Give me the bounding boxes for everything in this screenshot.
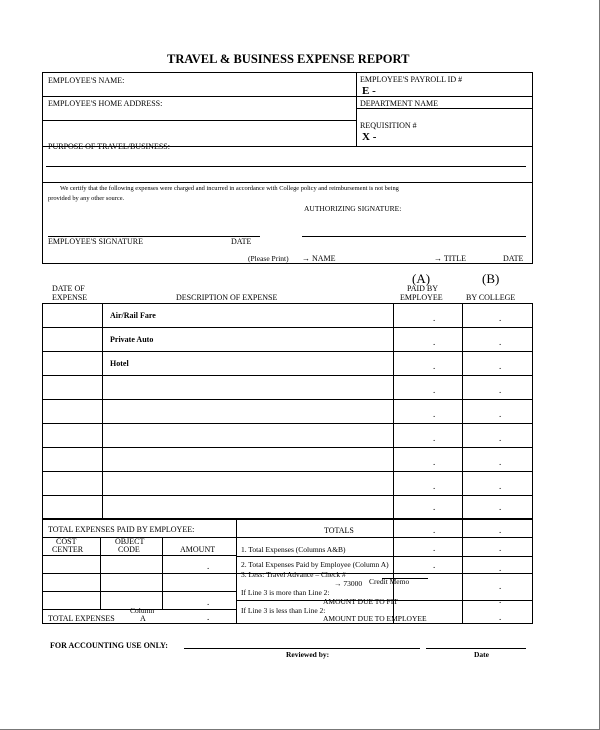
accounting-line[interactable] (184, 648, 420, 649)
date-of-label: DATE OF (52, 284, 85, 293)
amount-b-cell[interactable]: . (499, 337, 502, 347)
amount-a-cell[interactable]: . (433, 433, 436, 443)
purpose-label: PURPOSE OF TRAVEL/BUSINESS: (48, 142, 170, 151)
requisition-prefix: X - (362, 131, 377, 143)
amount-cell[interactable]: . (207, 561, 210, 571)
certify-text-1: We certify that the following expenses were charged and incurred in accordance with College policy and reimbursement is not being (60, 185, 399, 192)
column-label: Column (130, 606, 155, 615)
totals-label: TOTALS (324, 526, 354, 535)
amount-due-fit-label: AMOUNT DUE TO FIT (323, 597, 398, 606)
amount-a-cell[interactable]: . (433, 502, 436, 512)
title-label: → TITLE (434, 254, 467, 263)
if-less-label: If Line 3 is less than Line 2: (241, 606, 326, 615)
accounting-date-label: Date (474, 650, 489, 659)
paid-by-label: PAID BY (407, 284, 439, 293)
check-number: → 73000 (334, 579, 363, 588)
amount-b-cell[interactable]: . (499, 313, 502, 323)
amount-b-cell[interactable]: . (499, 433, 502, 443)
authorizing-signature-label: AUTHORIZING SIGNATURE: (304, 204, 402, 213)
total-paid-by-employee-label: TOTAL EXPENSES PAID BY EMPLOYEE: (48, 525, 195, 534)
please-print-label: (Please Print) (248, 254, 289, 263)
by-college-label: BY COLLEGE (466, 293, 516, 302)
home-address-label: EMPLOYEE'S HOME ADDRESS: (48, 99, 163, 108)
header-divider (356, 72, 357, 146)
date-label: DATE (231, 237, 252, 246)
expense-row-desc: Air/Rail Fare (110, 311, 156, 320)
total-a-cell[interactable]: . (433, 525, 436, 535)
department-label: DEPARTMENT NAME (360, 99, 438, 108)
amount-due-employee-label: AMOUNT DUE TO EMPLOYEE (323, 614, 427, 623)
reviewed-by-label: Reviewed by: (286, 650, 330, 659)
amount-label: AMOUNT (180, 545, 216, 554)
column-a-letter: (A) (412, 271, 431, 286)
description-header: DESCRIPTION OF EXPENSE (176, 293, 278, 302)
object-label: OBJECT (115, 537, 145, 546)
code-label: CODE (118, 545, 140, 554)
expense-label: EXPENSE (52, 293, 88, 302)
if-more-label: If Line 3 is more than Line 2: (241, 588, 330, 597)
cost-label: COST (56, 537, 77, 546)
line2-label: 2. Total Expenses Paid by Employee (Column A) (241, 560, 389, 569)
total-amount-cell[interactable]: . (207, 612, 210, 622)
due-employee-b-cell[interactable]: . (499, 612, 502, 622)
line2-a-cell[interactable]: . (433, 560, 436, 570)
purpose-line[interactable] (46, 166, 526, 167)
total-expenses-label: TOTAL EXPENSES (48, 614, 115, 623)
amount-a-cell[interactable]: . (433, 313, 436, 323)
amount-a-cell[interactable]: . (433, 337, 436, 347)
amount-b-cell[interactable]: . (499, 361, 502, 371)
page-title: TRAVEL & BUSINESS EXPENSE REPORT (167, 52, 410, 66)
amount-a-cell[interactable]: . (433, 385, 436, 395)
payroll-prefix: E - (362, 85, 376, 97)
amount-a-cell[interactable]: . (433, 457, 436, 467)
column-b-letter: (B) (482, 271, 500, 286)
expense-row-desc: Private Auto (110, 335, 154, 344)
accounting-date-line[interactable] (426, 648, 526, 649)
amount-b-cell[interactable]: . (499, 457, 502, 467)
line1-label: 1. Total Expenses (Columns A&B) (241, 545, 346, 554)
line2-b-cell[interactable]: . (499, 563, 502, 573)
amount-a-cell[interactable]: . (433, 481, 436, 491)
total-b-cell[interactable]: . (499, 525, 502, 535)
amount-cell[interactable]: . (207, 597, 210, 607)
employee-signature-label: EMPLOYEE'S SIGNATURE (48, 237, 143, 246)
column-a-label: A (140, 614, 146, 623)
line3-b-cell[interactable]: . (499, 581, 502, 591)
line1-b-cell[interactable]: . (499, 543, 502, 553)
date2-label: DATE (503, 254, 524, 263)
expense-row-desc: Hotel (110, 359, 129, 368)
due-fit-b-cell[interactable]: . (499, 595, 502, 605)
name-label: → NAME (302, 254, 336, 263)
line3-label: 3. Less: Travel Advance – Check # (241, 570, 346, 579)
employee-col-label: EMPLOYEE (400, 293, 443, 302)
center-label: CENTER (52, 545, 84, 554)
payroll-id-label: EMPLOYEE'S PAYROLL ID # (360, 75, 463, 84)
amount-a-cell[interactable]: . (433, 409, 436, 419)
credit-memo-label: Credit Memo (369, 577, 410, 586)
amount-b-cell[interactable]: . (499, 502, 502, 512)
amount-b-cell[interactable]: . (499, 481, 502, 491)
amount-a-cell[interactable]: . (433, 361, 436, 371)
authorizing-signature-line[interactable] (302, 236, 526, 237)
requisition-label: REQUISITION # (360, 121, 417, 130)
line1-a-cell[interactable]: . (433, 543, 436, 553)
amount-b-cell[interactable]: . (499, 409, 502, 419)
accounting-label: FOR ACCOUNTING USE ONLY: (50, 641, 168, 650)
amount-b-cell[interactable]: . (499, 385, 502, 395)
employee-name-label: EMPLOYEE'S NAME: (48, 76, 125, 85)
certify-text-2: provided by any other source. (48, 195, 125, 202)
